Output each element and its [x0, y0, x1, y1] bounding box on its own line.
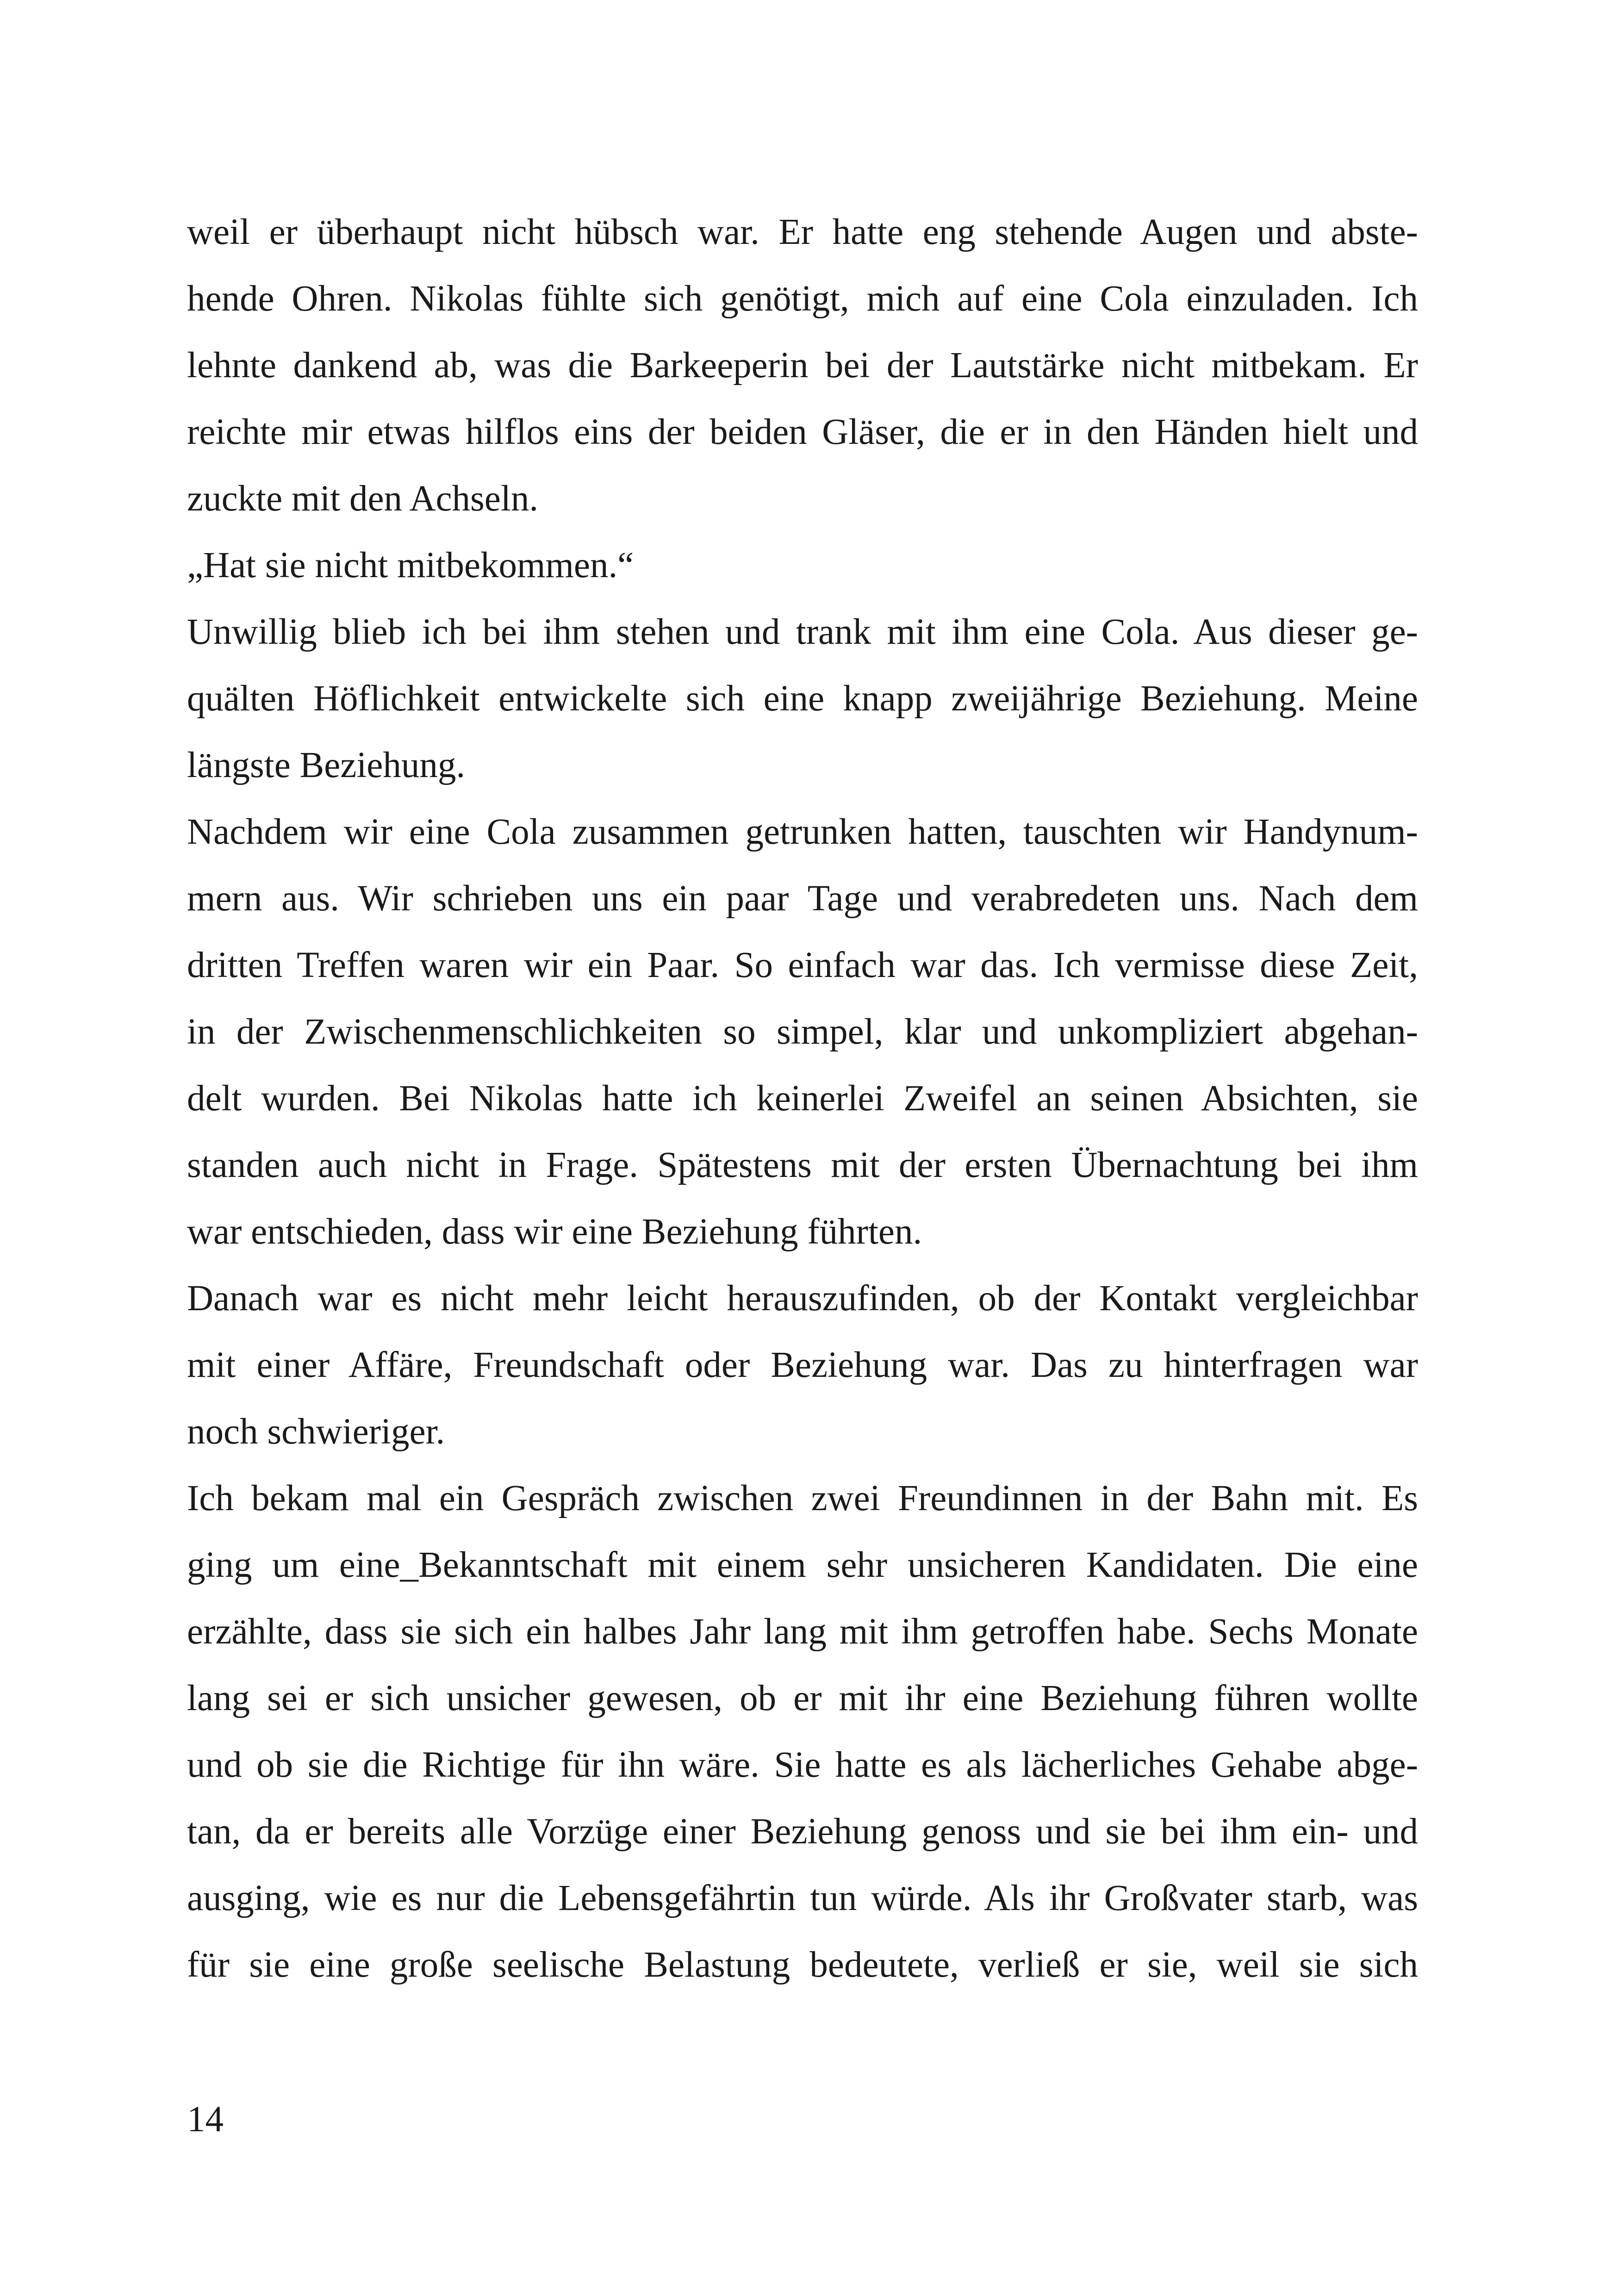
text-line: Unwillig blieb ich bei ihm stehen und trank mit ihm eine Cola. Aus dieser ge-	[187, 612, 1418, 652]
text-line: lang sei er sich unsicher gewesen, ob er mit ihr eine Beziehung führen wollte	[187, 1678, 1418, 1718]
text-line: Danach war es nicht mehr leicht herauszufinden, ob der Kontakt vergleichbar	[187, 1278, 1418, 1319]
text-line: noch schwieriger.	[187, 1412, 445, 1452]
text-line: Ich bekam mal ein Gespräch zwischen zwei Freundinnen in der Bahn mit. Es	[187, 1478, 1418, 1518]
text-line: war entschieden, dass wir eine Beziehung führten.	[187, 1212, 922, 1252]
text-line: „Hat sie nicht mitbekommen.“	[187, 545, 634, 585]
page-number: 14	[187, 2099, 224, 2140]
text-line: weil er überhaupt nicht hübsch war. Er hatte eng stehende Augen und abste-	[187, 212, 1418, 252]
text-line: tan, da er bereits alle Vorzüge einer Beziehung genoss und sie bei ihm ein- und	[187, 1811, 1418, 1852]
text-line: delt wurden. Bei Nikolas hatte ich keinerlei Zweifel an seinen Absichten, sie	[187, 1078, 1418, 1119]
text-line: mern aus. Wir schrieben uns ein paar Tage und verabredeten uns. Nach dem	[187, 878, 1418, 919]
text-line: für sie eine große seelische Belastung bedeutete, verließ er sie, weil sie sich	[187, 1945, 1418, 1985]
text-line: zuckte mit den Achseln.	[187, 479, 539, 519]
text-line: lehnte dankend ab, was die Barkeeperin bei der Lautstärke nicht mitbekam. Er	[187, 345, 1418, 386]
text-line: in der Zwischenmenschlichkeiten so simpel, klar und unkompliziert abgehan-	[187, 1012, 1418, 1052]
text-line: und ob sie die Richtige für ihn wäre. Sie hatte es als lächerliches Gehabe abge-	[187, 1745, 1418, 1785]
text-line: standen auch nicht in Frage. Spätestens mit der ersten Übernachtung bei ihm	[187, 1145, 1418, 1185]
text-line: dritten Treffen waren wir ein Paar. So einfach war das. Ich vermisse diese Zeit,	[187, 945, 1418, 985]
text-line: ging um eine_Bekanntschaft mit einem sehr unsicheren Kandidaten. Die eine	[187, 1545, 1418, 1585]
text-line: Nachdem wir eine Cola zusammen getrunken hatten, tauschten wir Handynum-	[187, 812, 1418, 852]
text-line: quälten Höflichkeit entwickelte sich eine knapp zweijährige Beziehung. Meine	[187, 678, 1418, 719]
text-line: erzählte, dass sie sich ein halbes Jahr lang mit ihm getroffen habe. Sechs Monate	[187, 1612, 1418, 1652]
text-line: reichte mir etwas hilflos eins der beiden Gläser, die er in den Händen hielt und	[187, 412, 1418, 452]
text-line: längste Beziehung.	[187, 745, 466, 785]
body-text	[187, 199, 1418, 1998]
text-line: hende Ohren. Nikolas fühlte sich genötigt, mich auf eine Cola einzuladen. Ich	[187, 279, 1418, 319]
text-line: mit einer Affäre, Freundschaft oder Beziehung war. Das zu hinterfragen war	[187, 1345, 1418, 1385]
text-line: ausging, wie es nur die Lebensgefährtin tun würde. Als ihr Großvater starb, was	[187, 1878, 1418, 1918]
